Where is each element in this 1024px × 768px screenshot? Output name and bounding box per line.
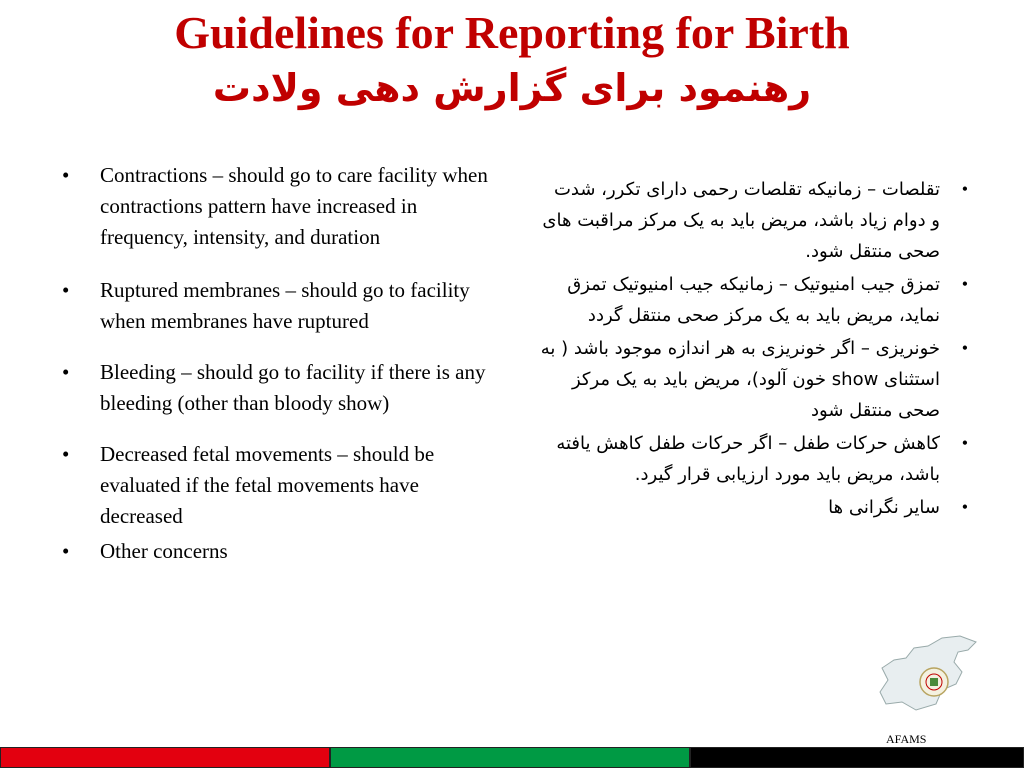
list-item: • کاهش حرکات طفل – اگر حرکات طفل کاهش یافته باشد، مریض باید مورد ارزیابی قرار گیرد. — [540, 428, 970, 490]
list-item: • Decreased fetal movements – should be evaluated if the fetal movements have decreased — [62, 439, 502, 532]
afghanistan-map-logo — [872, 632, 982, 712]
slide-title-english: Guidelines for Reporting for Birth — [174, 7, 850, 58]
slide-title-persian: رهنمود برای گزارش دهی ولادت — [212, 66, 812, 110]
persian-bullet-list — [540, 174, 970, 525]
list-item: • تمزق جیب امنیوتیک – زمانیکه جیب امنیوتیک تمزق نماید، مریض باید به یک مرکز صحی منتقل گردد — [540, 269, 970, 331]
list-item: • Contractions – should go to care facility when contractions pattern have increased in frequency, intensity, and duration — [62, 160, 502, 253]
list-item: • Bleeding – should go to facility if there is any bleeding (other than bloody show) — [62, 357, 502, 419]
list-item: • سایر نگرانی ها — [540, 492, 970, 523]
list-item: • تقلصات – زمانیکه تقلصات رحمی دارای تکرر، شدت و دوام زیاد باشد، مریض باید به یک مرکز مراقبت های صحی منتقل شود. — [540, 174, 970, 267]
footer-label: AFAMS — [886, 732, 927, 746]
list-item: • Other concerns — [62, 536, 502, 567]
list-item: • خونریزی – اگر خونریزی به هر اندازه موجود باشد ( به استثنای show خون آلود)، مریض باید به یک مرکز صحی منتقل شود — [540, 333, 970, 426]
flag-color-bar — [0, 747, 1024, 768]
flag-green-segment — [330, 747, 690, 768]
flag-black-segment — [690, 747, 1024, 768]
english-bullet-list — [62, 160, 502, 567]
flag-red-segment — [0, 747, 330, 768]
list-item: • Ruptured membranes – should go to facility when membranes have ruptured — [62, 275, 502, 337]
